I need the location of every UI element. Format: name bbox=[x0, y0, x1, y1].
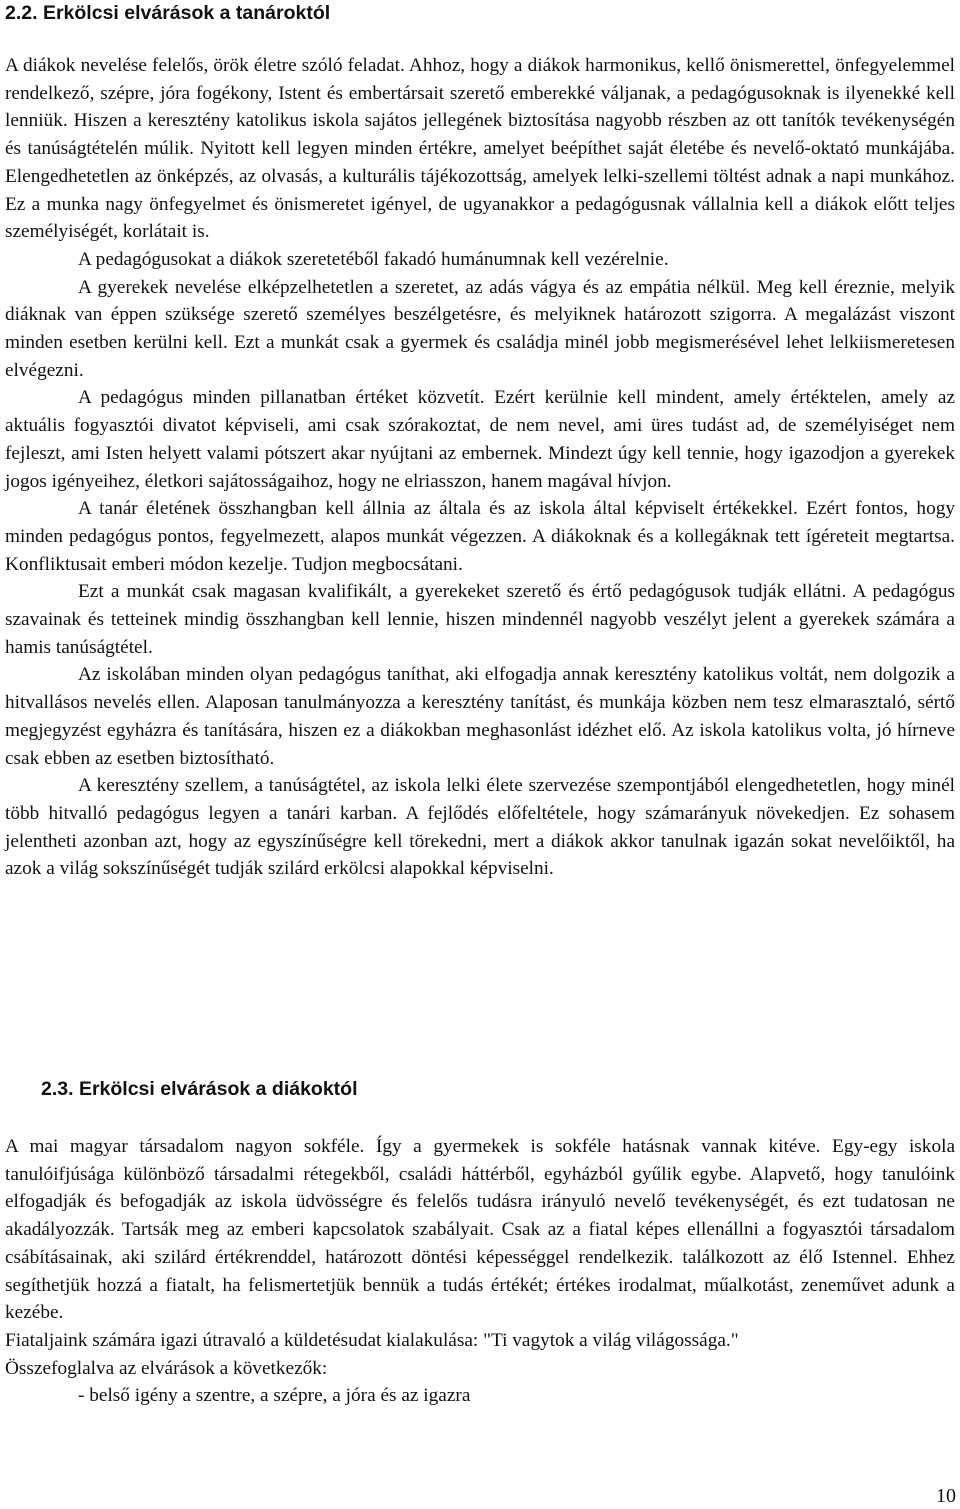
section-heading-2-2: 2.2. Erkölcsi elvárások a tanároktól bbox=[5, 2, 331, 24]
paragraph: A mai magyar társadalom nagyon sokféle. Így a gyermekek is sokféle hatásnak vannak kitéve. Egy-egy iskola tanulóifjúsága különböző társadalmi rétegekből, családi háttérből, egyházból gyűlik egybe. Alapvető, hogy tanulóink elfogadják és befogadják az iskola üdvösségre és felelős tudásra irányuló nevelő tevékenységét, és ezt tudatosan ne akadályozzák. Tartsák meg az emberi kapcsolatok szabályait. Csak az a fiatal képes ellenállni a fogyasztói társadalom csábításainak, aki szilárd értékrenddel, határozott döntési képességgel rendelkezik. találkozott az élő Istennel. Ehhez segíthetjük hozzá a fiatalt, ha felismertetjük bennük a tudás értékét; értékes irodalmat, műalkotást, zeneművet adunk a kezébe. bbox=[5, 1136, 955, 1324]
paragraph: A diákok nevelése felelős, örök életre szóló feladat. Ahhoz, hogy a diákok harmonikus, kellő önismerettel, önfegyelemmel rendelkező, szépre, jóra fogékony, Istent és embertársait szerető emberekké váljanak, a pedagógusoknak is ilyenekké kell lenniük. Hiszen a keresztény katolikus iskola sajátos jellegének biztosítása nagyobb részben az ott tanítók tevékenységén és tanúságtételén múlik. Nyitott kell legyen minden értékre, amelyet beépíthet saját életébe és nevelő-oktató munkájába. Elengedhetetlen az önképzés, az olvasás, a kulturális tájékozottság, amelyek lelki-szellemi töltést adnak a napi munkához. Ez a munka nagy önfegyelmet és önismeretet igényel, de ugyanakkor a pedagógusnak vállalnia kell a diákok előtt teljes személyiségét, korlátait is. bbox=[5, 55, 955, 243]
paragraph: A gyerekek nevelése elképzelhetetlen a szeretet, az adás vágya és az empátia nélkül. Meg kell éreznie, melyik diáknak van éppen szüksége szerető személyes beszélgetésre, és melyiknek határozott szigorra. A megalázást viszont minden esetben kerülni kell. Ezt a munkát csak a gyermek és családja minél jobb megismerésével lehet lelkiismeretesen elvégezni. bbox=[5, 276, 955, 381]
list-item: - belső igény a szentre, a szépre, a jóra és az igazra bbox=[78, 1385, 471, 1407]
paragraph: Összefoglalva az elvárások a következők: bbox=[5, 1357, 328, 1379]
section-2-3-body bbox=[5, 1133, 955, 1410]
paragraph: A pedagógus minden pillanatban értéket közvetít. Ezért kerülnie kell mindent, amely értéktelen, amely az aktuális fogyasztói divatot képviseli, ami csak szórakoztat, de nem nevel, ami üres tudást ad, de személyiséget nem fejleszt, ami Isten helyett valami pótszert akar nyújtani az embernek. Mindezt úgy kell tennie, hogy igazodjon a gyerekek jogos igényeihez, életkori sajátosságaihoz, hogy ne elriasszon, hanem magával hívjon. bbox=[5, 387, 955, 492]
paragraph: A tanár életének összhangban kell állnia az általa és az iskola által képviselt értékekkel. Ezért fontos, hogy minden pedagógus pontos, fegyelmezett, alapos munkát végezzen. A diákoknak és a kollegáknak tett ígéreteit megtartsa. Konfliktusait emberi módon kezelje. Tudjon megbocsátani. bbox=[5, 498, 955, 575]
page-number: 10 bbox=[936, 1485, 956, 1507]
paragraph: Az iskolában minden olyan pedagógus taníthat, aki elfogadja annak keresztény katolikus voltát, nem dolgozik a hitvallásos nevelés ellen. Alaposan tanulmányozza a keresztény tanítást, és munkája közben nem tesz elmarasztaló, sértő megjegyzést egyházra és tanítására, hiszen ez a diákokban meghasonlást idézhet elő. Az iskola katolikus volta, jó hírneve csak ebben az esetben biztosítható. bbox=[5, 664, 955, 769]
section-2-2-body bbox=[5, 52, 955, 883]
paragraph: A pedagógusokat a diákok szeretetéből fakadó humánumnak kell vezérelnie. bbox=[78, 248, 669, 270]
paragraph: Fiataljaink számára igazi útravaló a küldetésudat kialakulása: "Ti vagytok a világ világossága." bbox=[5, 1329, 739, 1351]
section-heading-2-3: 2.3. Erkölcsi elvárások a diákoktól bbox=[41, 1078, 358, 1100]
paragraph: A keresztény szellem, a tanúságtétel, az iskola lelki élete szervezése szempontjából elengedhetetlen, hogy minél több hitvalló pedagógus legyen a tanári karban. A fejlődés előfeltétele, hogy számarányuk növekedjen. Ez sohasem jelentheti azonban azt, hogy az egyszínűségre kell törekedni, mert a diákok akkor tanulnak igazán sokat nevelőiktől, ha azok a világ sokszínűségét tudják szilárd erkölcsi alapokkal képviselni. bbox=[5, 775, 955, 880]
paragraph: Ezt a munkát csak magasan kvalifikált, a gyerekeket szerető és értő pedagógusok tudják ellátni. A pedagógus szavainak és tetteinek mindig összhangban kell lennie, hiszen mindennél nagyobb veszélyt jelent a gyerekek számára a hamis tanúságtétel. bbox=[5, 581, 955, 658]
